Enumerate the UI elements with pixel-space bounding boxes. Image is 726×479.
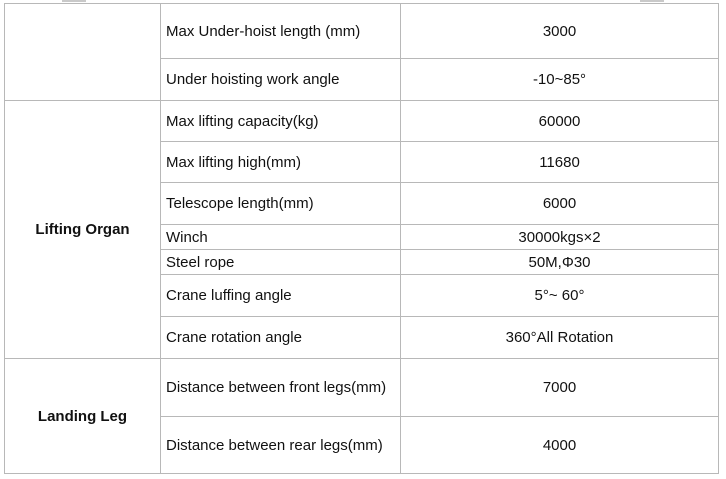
parameter-name: Crane luffing angle (161, 275, 401, 317)
top-border-stub (62, 0, 86, 2)
specifications-table (4, 3, 719, 474)
parameter-value: 30000kgs×2 (401, 225, 719, 250)
parameter-value: 4000 (401, 417, 719, 474)
parameter-name: Under hoisting work angle (161, 59, 401, 101)
parameter-name: Telescope length(mm) (161, 183, 401, 225)
category-cell: Lifting Organ (5, 101, 161, 359)
category-cell: Landing Leg (5, 359, 161, 474)
parameter-name: Crane rotation angle (161, 317, 401, 359)
parameter-value: 11680 (401, 142, 719, 183)
parameter-value: 6000 (401, 183, 719, 225)
top-border-stub (640, 0, 664, 2)
parameter-value: 7000 (401, 359, 719, 417)
parameter-name: Max lifting high(mm) (161, 142, 401, 183)
parameter-name: Distance between front legs(mm) (161, 359, 401, 417)
parameter-name: Steel rope (161, 250, 401, 275)
parameter-value: 5°~ 60° (401, 275, 719, 317)
table-row (5, 101, 719, 142)
parameter-name: Distance between rear legs(mm) (161, 417, 401, 474)
table-row (5, 4, 719, 59)
parameter-name: Max Under-hoist length (mm) (161, 4, 401, 59)
parameter-name: Max lifting capacity(kg) (161, 101, 401, 142)
parameter-name: Winch (161, 225, 401, 250)
parameter-value: 50M,Φ30 (401, 250, 719, 275)
category-cell (5, 4, 161, 101)
table-row (5, 359, 719, 417)
parameter-value: -10~85° (401, 59, 719, 101)
parameter-value: 60000 (401, 101, 719, 142)
parameter-value: 360°All Rotation (401, 317, 719, 359)
parameter-value: 3000 (401, 4, 719, 59)
